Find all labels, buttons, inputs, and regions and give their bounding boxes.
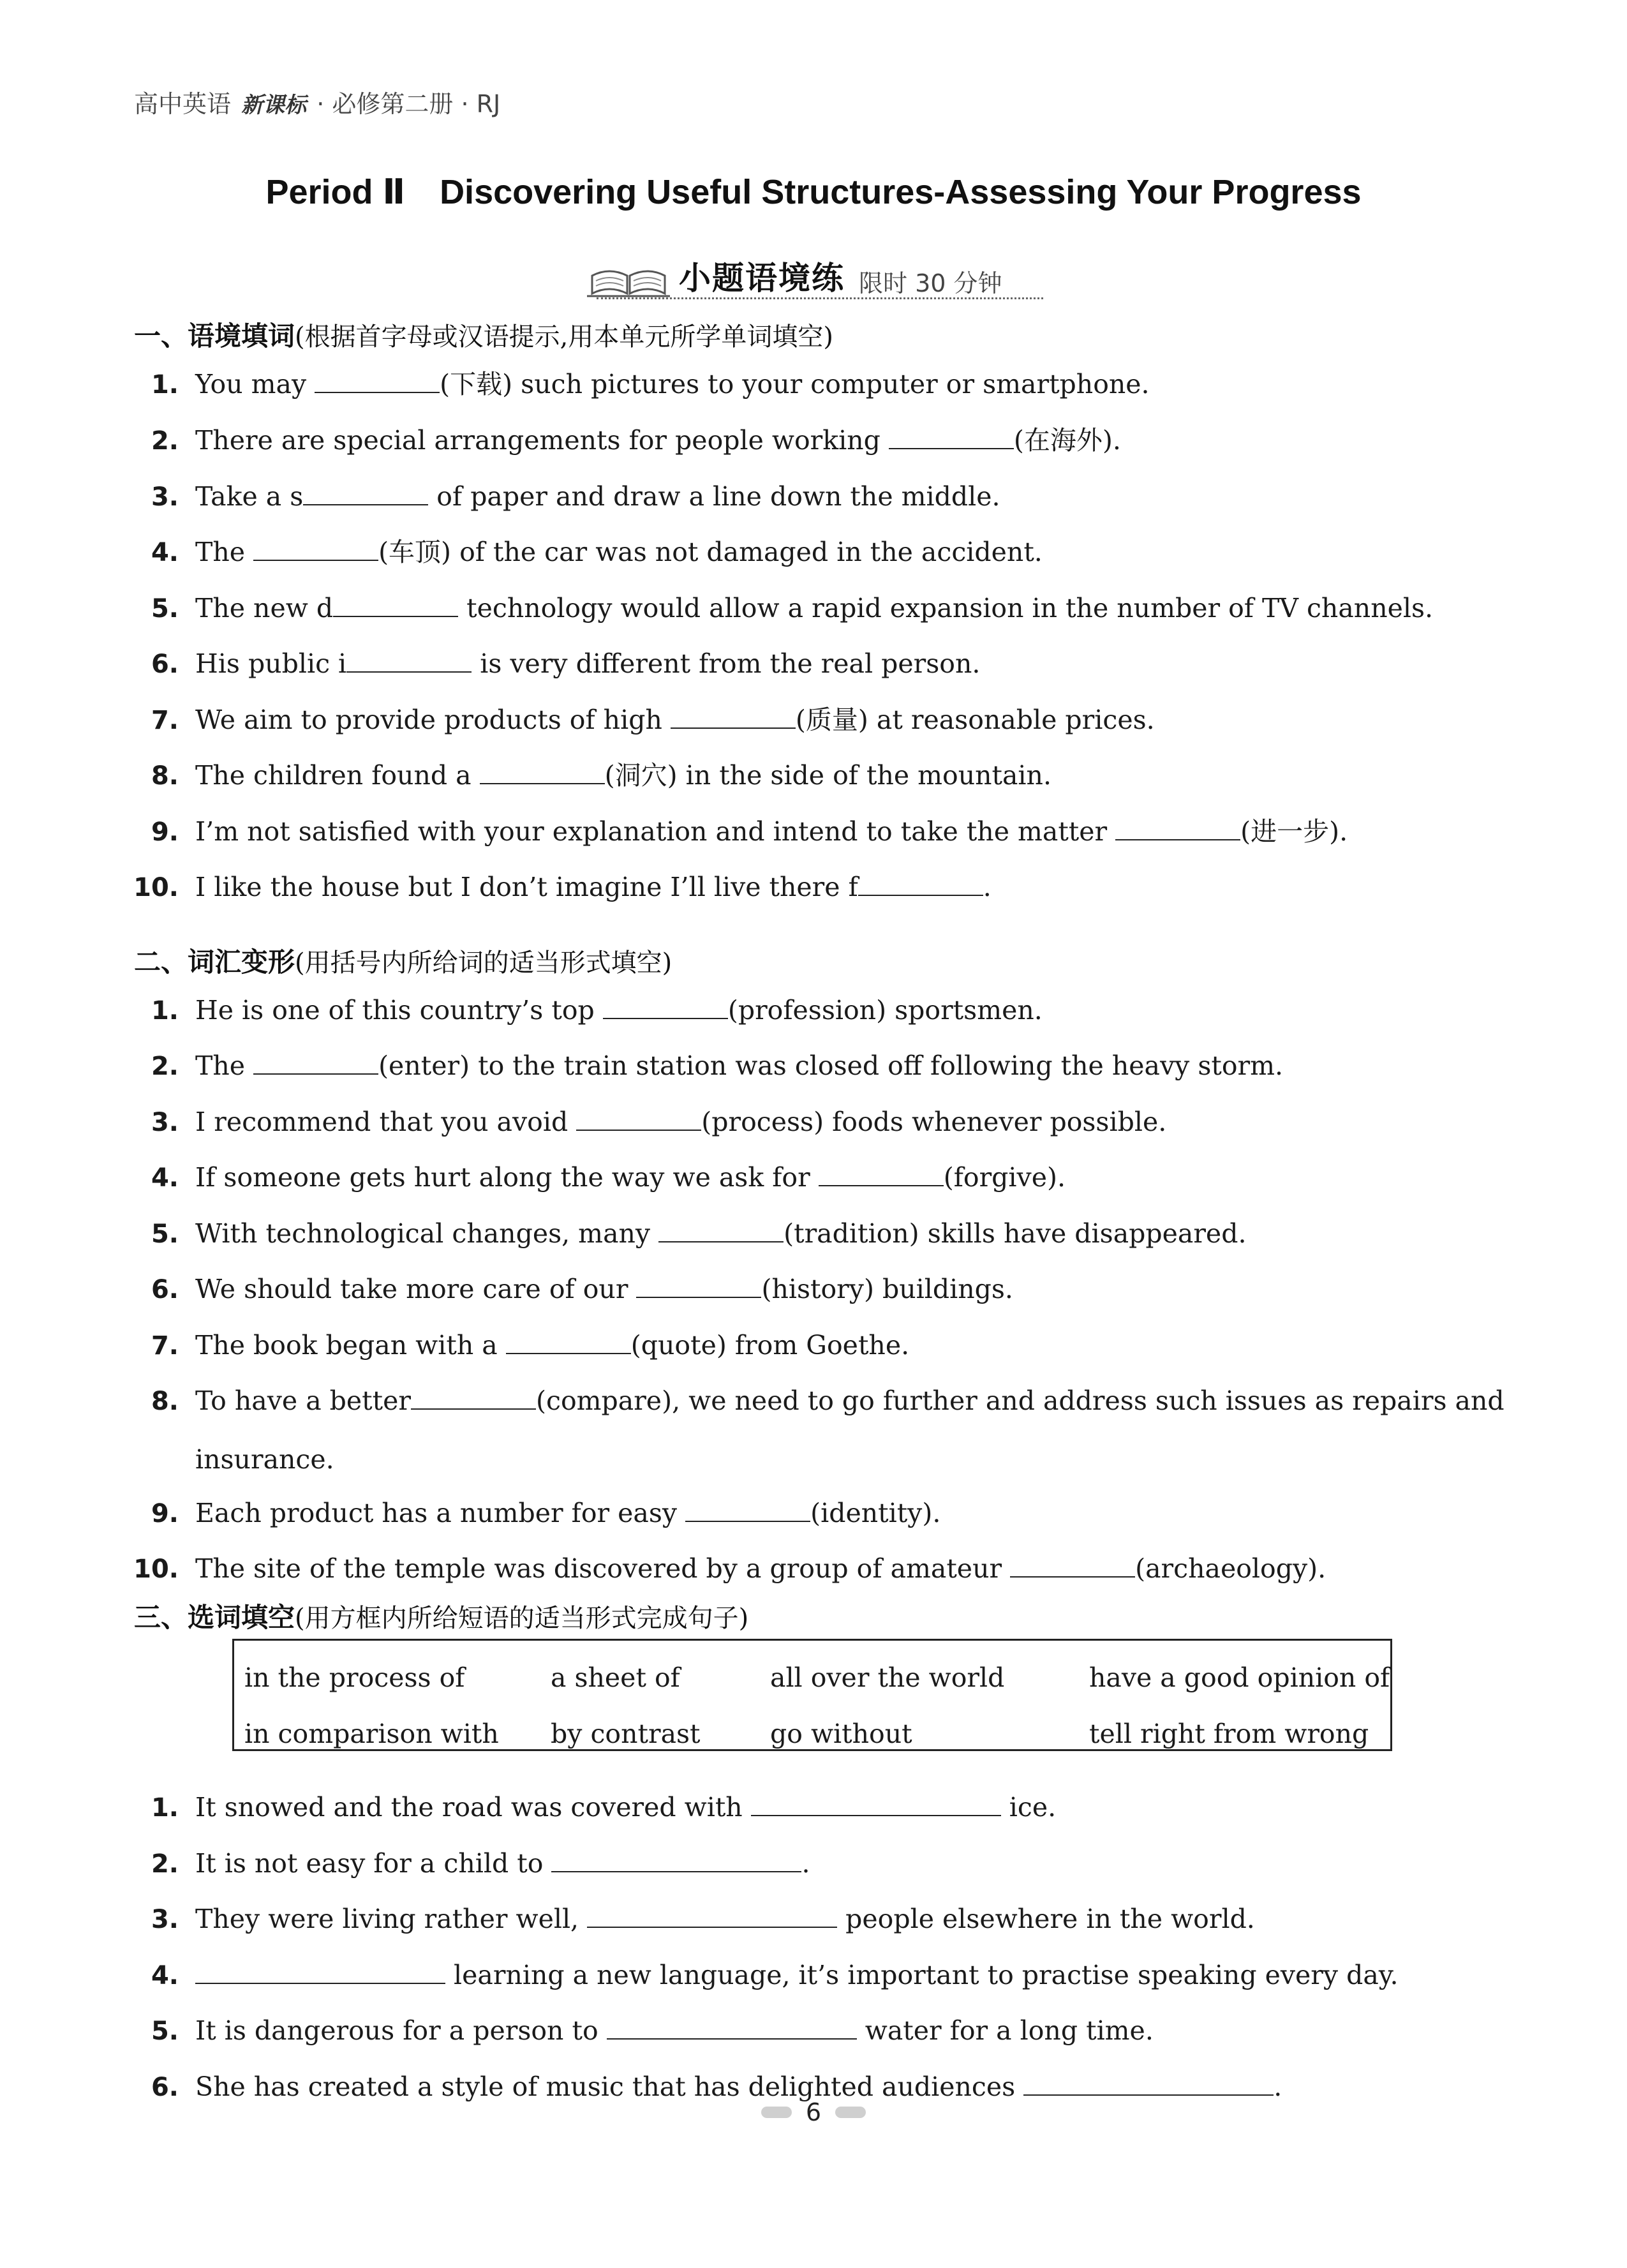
question-text-before: The new d xyxy=(195,593,334,623)
question-text-before: The xyxy=(195,1050,254,1081)
question-text-after: (质量) at reasonable prices. xyxy=(795,705,1155,735)
question-number: 8. xyxy=(151,1387,179,1416)
answer-blank[interactable] xyxy=(480,782,605,784)
answer-blank[interactable] xyxy=(603,1017,728,1019)
answer-blank[interactable] xyxy=(1115,839,1240,840)
answer-blank[interactable] xyxy=(253,559,378,561)
question-number: 1. xyxy=(151,1793,179,1823)
question-text-before: Take a s xyxy=(195,481,304,512)
question-text-after: technology would allow a rapid expansion in the number of TV channels. xyxy=(458,593,1434,623)
question-text-before: We should take more care of our xyxy=(195,1274,637,1304)
section1-heading: 一、语境填词(根据首字母或汉语提示,用本单元所学单词填空) xyxy=(134,320,833,352)
answer-blank[interactable] xyxy=(333,615,458,617)
section-banner xyxy=(587,254,1002,299)
question-item xyxy=(128,595,1433,622)
series-logo: 新课标 xyxy=(241,93,307,118)
question-text-before: If someone gets hurt along the way we ask for xyxy=(195,1162,819,1193)
answer-blank[interactable] xyxy=(1010,1576,1135,1578)
answer-blank[interactable] xyxy=(819,1184,944,1186)
answer-blank[interactable] xyxy=(889,447,1014,449)
phrase-box xyxy=(232,1639,1392,1751)
phrase-option: in comparison with xyxy=(244,1719,499,1749)
question-text-before: We aim to provide products of high xyxy=(195,705,671,735)
question-number: 1. xyxy=(151,370,179,399)
question-text-after: learning a new language, it’s important to practise speaking every day. xyxy=(445,1960,1399,1990)
question-number: 6. xyxy=(151,650,179,679)
answer-blank[interactable] xyxy=(253,1073,378,1075)
question-text-after: of paper and draw a line down the middle. xyxy=(428,481,1000,512)
question-text-after: water for a long time. xyxy=(856,2015,1154,2046)
question-text-before: With technological changes, many xyxy=(195,1218,659,1249)
question-item xyxy=(128,1162,1066,1193)
question-text-before: It snowed and the road was covered with xyxy=(195,1792,751,1823)
question-text-before: Each product has a number for easy xyxy=(195,1498,686,1528)
question-text-before: They were living rather well, xyxy=(195,1904,588,1934)
answer-blank[interactable] xyxy=(551,1870,801,1872)
answer-blank[interactable] xyxy=(636,1296,761,1298)
question-number: 9. xyxy=(151,1499,179,1528)
question-text-after: (下载) such pictures to your computer or smartphone. xyxy=(440,369,1150,399)
question-item xyxy=(128,371,1150,398)
question-text-before: I like the house but I don’t imagine I’ll live there f xyxy=(195,872,858,902)
question-text-after: (profession) sportsmen. xyxy=(727,995,1043,1026)
question-text-after: (进一步). xyxy=(1240,816,1348,847)
question-text-after: (在海外). xyxy=(1013,425,1121,456)
question-text-before: You may xyxy=(195,369,315,399)
question-text-before: To have a better xyxy=(195,1385,411,1416)
answer-blank[interactable] xyxy=(858,894,983,896)
question-number: 10. xyxy=(133,873,179,902)
question-item xyxy=(128,1276,1013,1302)
question-text-after: ice. xyxy=(1000,1792,1057,1823)
question-item xyxy=(128,1553,1326,1584)
question-number: 3. xyxy=(151,482,179,512)
banner-label: 小题语境练 xyxy=(679,260,845,297)
page-number-decoration xyxy=(761,2107,792,2118)
answer-blank[interactable] xyxy=(658,1241,784,1242)
question-text-before: The xyxy=(195,537,254,567)
question-text-after: (process) foods whenever possible. xyxy=(701,1107,1167,1137)
question-text-before: The children found a xyxy=(195,760,480,791)
question-text-after: (compare), we need to go further and address such issues as repairs and xyxy=(536,1385,1504,1416)
question-text-after: . xyxy=(1274,2071,1282,2102)
question-number: 3. xyxy=(151,1905,179,1934)
question-text-before: I recommend that you avoid xyxy=(195,1107,577,1137)
question-text-before: She has created a style of music that has delighted audiences xyxy=(195,2071,1024,2102)
question-item xyxy=(128,1848,810,1879)
question-item xyxy=(128,1385,1504,1416)
question-item xyxy=(128,1962,1399,1988)
question-item xyxy=(128,1500,940,1526)
phrase-option: all over the world xyxy=(770,1662,1005,1693)
question-item xyxy=(128,1109,1166,1135)
question-text-before: There are special arrangements for people working xyxy=(195,425,889,456)
question-text-after: (enter) to the train station was closed off following the heavy storm. xyxy=(378,1050,1284,1081)
section3-heading: 三、选词填空(用方框内所给短语的适当形式完成句子) xyxy=(134,1602,749,1633)
phrase-option: have a good opinion of xyxy=(1089,1662,1390,1693)
question-number: 2. xyxy=(151,426,179,456)
phrase-option: by contrast xyxy=(551,1719,701,1749)
answer-blank[interactable] xyxy=(346,671,472,673)
question-item xyxy=(128,997,1043,1024)
question-number: 9. xyxy=(151,817,179,847)
question-item xyxy=(128,1794,1056,1821)
question-text-after: (tradition) skills have disappeared. xyxy=(784,1218,1247,1249)
question-number: 5. xyxy=(151,2017,179,2046)
question-item xyxy=(128,1050,1284,1081)
question-text-before: It is dangerous for a person to xyxy=(195,2015,607,2046)
question-number: 3. xyxy=(151,1108,179,1137)
answer-blank[interactable] xyxy=(195,1982,445,1984)
answer-blank[interactable] xyxy=(506,1352,631,1354)
question-number: 10. xyxy=(133,1555,179,1584)
banner-underline xyxy=(597,297,1043,299)
question-text-before: The site of the temple was discovered by a group of amateur xyxy=(195,1553,1011,1584)
question-item xyxy=(128,1906,1255,1932)
question-text-after: . xyxy=(983,872,992,902)
phrase-option: in the process of xyxy=(244,1662,465,1693)
running-header xyxy=(134,84,500,119)
phrase-option: go without xyxy=(770,1719,912,1749)
answer-blank[interactable] xyxy=(315,391,440,393)
answer-blank[interactable] xyxy=(671,727,796,729)
answer-blank[interactable] xyxy=(1023,2094,1274,2096)
question-text-after: (洞穴) in the side of the mountain. xyxy=(604,760,1051,791)
page-title: Period Ⅱ Discovering Useful Structures-Assessing Your Progress xyxy=(265,173,1362,211)
answer-blank[interactable] xyxy=(685,1520,810,1522)
open-book-icon xyxy=(587,267,670,299)
question-continuation: insurance. xyxy=(195,1444,334,1475)
question-text-after: (history) buildings. xyxy=(761,1274,1013,1304)
question-text-after: (identity). xyxy=(810,1498,941,1528)
question-number: 2. xyxy=(151,1052,179,1081)
question-number: 6. xyxy=(151,1275,179,1304)
question-text-after: is very different from the real person. xyxy=(472,648,981,679)
question-item xyxy=(128,1332,909,1359)
question-number: 7. xyxy=(151,706,179,735)
banner-time-limit: 限时 30 分钟 xyxy=(859,269,1002,297)
question-item xyxy=(128,707,1155,733)
question-text-before: The book began with a xyxy=(195,1330,506,1361)
question-item xyxy=(128,425,1121,456)
question-text-after: people elsewhere in the world. xyxy=(837,1904,1255,1934)
question-number: 2. xyxy=(151,1849,179,1879)
question-text-before: I’m not satisfied with your explanation and intend to take the matter xyxy=(195,816,1116,847)
answer-blank[interactable] xyxy=(303,504,428,505)
answer-blank[interactable] xyxy=(411,1408,536,1410)
question-text-before: It is not easy for a child to xyxy=(195,1848,552,1879)
question-number: 5. xyxy=(151,1220,179,1249)
question-text-after: (quote) from Goethe. xyxy=(630,1330,910,1361)
question-number: 7. xyxy=(151,1331,179,1361)
answer-blank[interactable] xyxy=(607,2038,857,2040)
question-item xyxy=(128,481,1000,512)
question-item xyxy=(128,648,981,679)
question-text-after: (车顶) of the car was not damaged in the accident. xyxy=(378,537,1043,567)
question-item xyxy=(128,760,1051,791)
question-number: 5. xyxy=(151,594,179,623)
question-number: 4. xyxy=(151,1961,179,1990)
question-text-after: (archaeology). xyxy=(1135,1553,1326,1584)
page-number-decoration xyxy=(835,2107,866,2118)
question-item xyxy=(128,2071,1282,2102)
question-number: 4. xyxy=(151,538,179,567)
question-number: 6. xyxy=(151,2073,179,2102)
section2-heading: 二、词汇变形(用括号内所给词的适当形式填空) xyxy=(134,946,672,978)
answer-blank[interactable] xyxy=(751,1814,1001,1816)
question-text-before: He is one of this country’s top xyxy=(195,995,603,1026)
question-number: 1. xyxy=(151,996,179,1026)
page-number: 6 xyxy=(753,2096,874,2129)
phrase-option: tell right from wrong xyxy=(1089,1719,1369,1749)
question-item xyxy=(128,816,1348,847)
question-text-after: (forgive). xyxy=(943,1162,1066,1193)
question-item xyxy=(128,1218,1247,1249)
question-text-after: . xyxy=(801,1848,810,1879)
phrase-option: a sheet of xyxy=(551,1662,680,1693)
header-book: · 必修第二册 · RJ xyxy=(316,90,501,118)
question-number: 4. xyxy=(151,1163,179,1193)
header-subject: 高中英语 xyxy=(134,90,232,118)
question-item xyxy=(128,539,1043,565)
answer-blank[interactable] xyxy=(587,1926,837,1928)
question-item xyxy=(128,2015,1154,2046)
question-item xyxy=(128,874,992,900)
question-number: 8. xyxy=(151,761,179,791)
answer-blank[interactable] xyxy=(576,1129,701,1131)
question-text-before: His public i xyxy=(195,648,347,679)
